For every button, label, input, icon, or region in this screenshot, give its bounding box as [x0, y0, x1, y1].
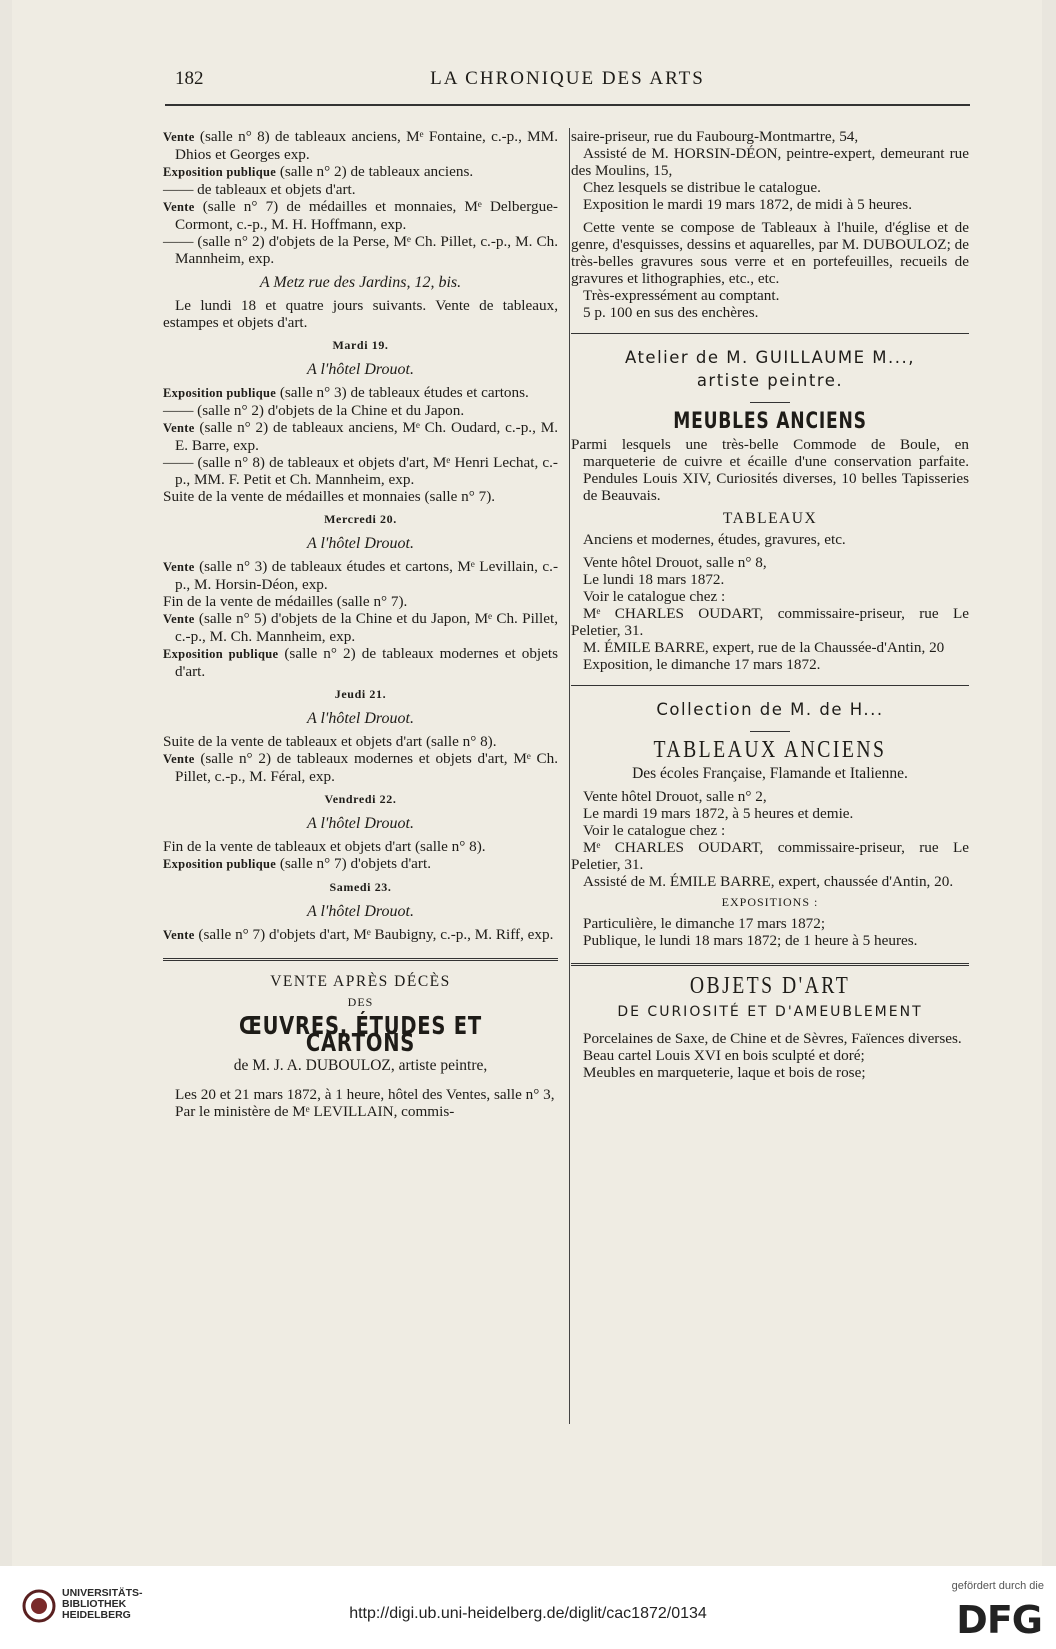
paragraph: Vente hôtel Drouot, salle n° 2, [583, 788, 767, 805]
running-title: LA CHRONIQUE DES ARTS [430, 68, 705, 89]
subsection-heading: DE CURIOSITÉ ET D'AMEUBLEMENT [617, 1004, 923, 1020]
listing-entry: —— (salle n° 2) d'objets de la Chine et du Japon. [163, 402, 465, 419]
listing-entry: Suite de la vente de médailles et monnaies (salle n° 7). [163, 488, 496, 505]
atelier-subheading: artiste peintre. [696, 371, 844, 390]
day-heading: Samedi 23. [329, 880, 392, 894]
paragraph: Porcelaines de Saxe, de Chine et de Sèvres, Faïences diverses. [583, 1030, 962, 1047]
location-heading: A Metz rue des Jardins, 12, bis. [259, 274, 462, 291]
listing-entry: —— (salle n° 2) d'objets de la Perse, Mᵉ Ch. Pillet, c.-p., M. Ch. Mannheim, exp. [163, 233, 558, 267]
paragraph: Publique, le lundi 18 mars 1872; de 1 heure à 5 heures. [583, 932, 918, 949]
paragraph: Exposition le mardi 19 mars 1872, de midi à 5 heures. [583, 196, 913, 213]
location-heading: A l'hôtel Drouot. [307, 815, 414, 832]
ad-title: TABLEAUX ANCIENS [653, 737, 887, 763]
paragraph: 5 p. 100 en sus des enchères. [583, 304, 759, 321]
right-column [571, 128, 969, 1081]
column-divider [569, 128, 570, 1424]
subsection-heading: EXPOSITIONS : [721, 895, 819, 909]
section-rule [571, 963, 969, 966]
paragraph: Voir le catalogue chez : [583, 588, 726, 605]
ad-title: OBJETS D'ART [689, 973, 851, 999]
paragraph: Parmi lesquels une très-belle Commode de Boule, en marqueterie de cuivre et écaille d'une conservation parfaite. Pendules Louis XIV, Curiosités diverses, 10 belles Tapisseries de Beauvais. [571, 436, 969, 504]
paragraph: Le lundi 18 mars 1872. [583, 571, 725, 588]
ad-subheading: DES [347, 995, 374, 1009]
header-rule [165, 104, 970, 106]
permalink[interactable]: http://digi.ub.uni-heidelberg.de/diglit/cac1872/0134 [349, 1605, 707, 1622]
section-rule [571, 333, 969, 334]
section-rule [163, 958, 558, 961]
university-library-label: UNIVERSITÄTS- BIBLIOTHEK HEIDELBERG [62, 1587, 143, 1621]
ad-title: ŒUVRES, ÉTUDES ET CARTONS [239, 1011, 482, 1057]
dfg-logo: DFG [956, 1598, 1042, 1642]
page-number: 182 [175, 68, 204, 89]
paragraph: Mᵉ CHARLES OUDART, commissaire-priseur, rue Le Peletier, 31. [571, 839, 969, 873]
ad-title: MEUBLES ANCIENS [673, 409, 867, 434]
short-rule [750, 731, 790, 732]
day-heading: Mercredi 20. [324, 512, 397, 526]
day-heading: Vendredi 22. [324, 792, 397, 806]
paragraph: Les 20 et 21 mars 1872, à 1 heure, hôtel des Ventes, salle n° 3, [175, 1086, 555, 1103]
listing-entry: Vente (salle n° 3) de tableaux études et cartons, Mᵉ Levillain, c.-p., M. Horsin-Déon, exp. [163, 558, 558, 593]
paragraph: Particulière, le dimanche 17 mars 1872; [583, 915, 826, 932]
short-rule [750, 402, 790, 403]
paragraph: Très-expressément au comptant. [583, 287, 780, 304]
listing-entry: Vente (salle n° 8) de tableaux anciens, Mᵉ Fontaine, c.-p., MM. Dhios et Georges exp. [163, 128, 558, 163]
listing-entry: Fin de la vente de tableaux et objets d'art (salle n° 8). [163, 838, 486, 855]
paragraph: Par le ministère de Mᵉ LEVILLAIN, commis- [175, 1103, 455, 1120]
ad-artist: de M. J. A. DUBOULOZ, artiste peintre, [233, 1057, 488, 1074]
paragraph: Le lundi 18 et quatre jours suivants. Vente de tableaux, estampes et objets d'art. [163, 297, 558, 331]
paragraph: saire-priseur, rue du Faubourg-Montmartre, 54, [571, 128, 859, 145]
day-heading: Jeudi 21. [334, 687, 387, 701]
paragraph: Mᵉ CHARLES OUDART, commissaire-priseur, rue Le Peletier, 31. [571, 605, 969, 639]
location-heading: A l'hôtel Drouot. [307, 535, 414, 552]
paragraph: Assisté de M. ÉMILE BARRE, expert, chaussée d'Antin, 20. [583, 873, 954, 890]
day-heading: Mardi 19. [332, 338, 389, 352]
atelier-heading: Atelier de M. GUILLAUME M..., [624, 348, 916, 367]
funding-note: gefördert durch die [951, 1580, 1044, 1592]
paragraph: Voir le catalogue chez : [583, 822, 726, 839]
paragraph: Beau cartel Louis XVI en bois sculpté et doré; [583, 1047, 865, 1064]
paragraph: Anciens et modernes, études, gravures, etc. [583, 531, 846, 548]
listing-entry: Vente (salle n° 5) d'objets de la Chine et du Japon, Mᵉ Ch. Pillet, c.-p., M. Ch. Mannheim, exp. [163, 610, 558, 645]
paragraph: Assisté de M. HORSIN-DÉON, peintre-expert, demeurant rue des Moulins, 15, [571, 145, 969, 179]
paragraph: Meubles en marqueterie, laque et bois de rose; [583, 1064, 866, 1081]
paragraph: M. ÉMILE BARRE, expert, rue de la Chaussée-d'Antin, 20 [583, 639, 945, 656]
section-rule [571, 685, 969, 686]
location-heading: A l'hôtel Drouot. [307, 361, 414, 378]
listing-entry: Exposition publique (salle n° 3) de tableaux études et cartons. [163, 384, 529, 401]
page-header [165, 68, 970, 94]
listing-entry: Vente (salle n° 7) de médailles et monnaies, Mᵉ Delbergue-Cormont, c.-p., M. H. Hoffmann, exp. [163, 198, 558, 233]
subsection-heading: TABLEAUX [722, 510, 818, 527]
listing-entry: Exposition publique (salle n° 7) d'objets d'art. [163, 855, 431, 872]
listing-entry: —— de tableaux et objets d'art. [163, 181, 356, 198]
collection-heading: Collection de M. de H... [656, 700, 884, 719]
paragraph: Le mardi 19 mars 1872, à 5 heures et demie. [583, 805, 854, 822]
subsection-heading: Des écoles Française, Flamande et Italienne. [632, 765, 908, 782]
listing-entry: Vente (salle n° 7) d'objets d'art, Mᵉ Baubigny, c.-p., M. Riff, exp. [163, 926, 554, 943]
paragraph: Exposition, le dimanche 17 mars 1872. [583, 656, 821, 673]
listing-entry: Fin de la vente de médailles (salle n° 7). [163, 593, 408, 610]
listing-entry: —— (salle n° 8) de tableaux et objets d'art, Mᵉ Henri Lechat, c.-p., MM. F. Petit et Ch. Mannheim, exp. [163, 454, 558, 488]
listing-entry: Exposition publique (salle n° 2) de tableaux anciens. [163, 163, 474, 180]
viewer-footer [0, 1566, 1056, 1649]
left-column [163, 128, 558, 1120]
location-heading: A l'hôtel Drouot. [307, 710, 414, 727]
ad-heading: VENTE APRÈS DÉCÈS [270, 973, 451, 990]
paragraph: Vente hôtel Drouot, salle n° 8, [583, 554, 767, 571]
listing-entry: Exposition publique (salle n° 2) de tableaux modernes et objets d'art. [163, 645, 558, 680]
paragraph: Chez lesquels se distribue le catalogue. [583, 179, 821, 196]
paragraph: Cette vente se compose de Tableaux à l'huile, d'église et de genre, d'esquisses, dessins et aquarelles, par M. DUBOULOZ; de très-belles gravures sous verre et en portefeuilles, recueils de gravures et lithographies, etc., etc. [571, 219, 969, 287]
location-heading: A l'hôtel Drouot. [307, 903, 414, 920]
listing-entry: Vente (salle n° 2) de tableaux anciens, Mᵉ Ch. Oudard, c.-p., M. E. Barre, exp. [163, 419, 558, 454]
listing-entry: Vente (salle n° 2) de tableaux modernes et objets d'art, Mᵉ Ch. Pillet, c.-p., M. Féral, exp. [163, 750, 558, 785]
listing-entry: Suite de la vente de tableaux et objets d'art (salle n° 8). [163, 733, 497, 750]
